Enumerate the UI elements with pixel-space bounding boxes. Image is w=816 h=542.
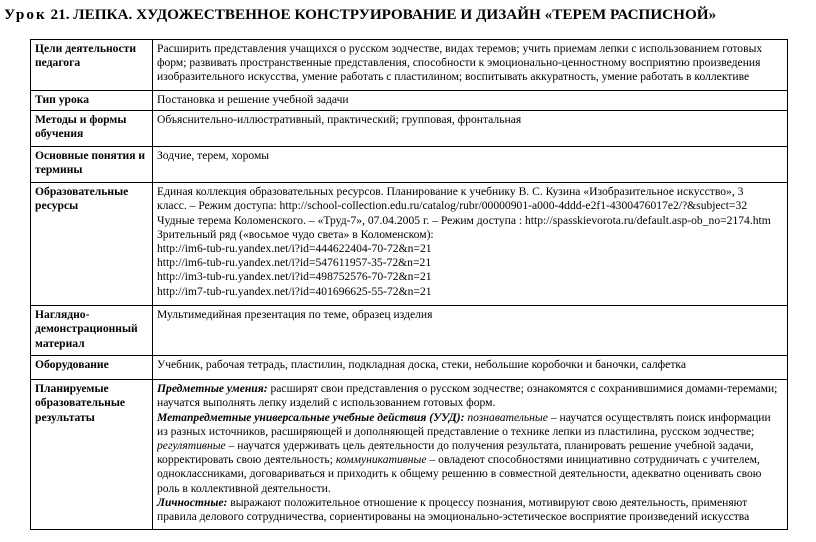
lesson-title: 21. ЛЕПКА. ХУДОЖЕСТВЕННОЕ КОНСТРУИРОВАНИЕ И ДИЗАЙН «ТЕРЕМ РАСПИСНОЙ» [50,6,717,23]
resource-link: http://im6-tub-ru.yandex.net/i?id=547611957-35-72&n=21 [157,256,432,270]
resource-link: http://im7-tub-ru.yandex.net/i?id=401696625-55-72&n=21 [157,284,432,298]
row-concepts [31,147,788,183]
personal-text: выражают положительное отношение к процессу познания, мотивируют свою деятельность, применяют правила делового сотрудничества, сориентированы на эмоционально-эстетическое восприятие произведений искусства [157,495,750,524]
visual-material-text: Мультимедийная презентация по теме, образец изделия [153,306,788,356]
resource-line: Зрительный ряд («восьмое чудо света» в Коломенском): [157,227,434,241]
cognitive-label: познавательные [467,410,548,424]
resource-line: класс. – Режим доступа: http://school-collection.edu.ru/catalog/rubr/00000901-a000-4ddd-e2f1-4300476017e2/?&subject=32 [157,199,748,213]
methods-text: Объяснительно-иллюстративный, практический; групповая, фронтальная [153,111,788,147]
lesson-plan-table [30,39,788,530]
communicative-label: коммуникативные [335,453,427,467]
results-label: Планируемые образовательные результаты [31,380,153,530]
communicative-text: – овладеют способностями инициативно сотрудничать с учителем, одноклассниками, договариваться и приходить к общему решению в совместной деятельности, адекватно оценивать свою роль в коллективной деятельности. [157,453,762,495]
resource-line: Чудные терема Коломенского. – «Труд-7», 07.04.2005 г. – Режим доступа : http://spasskievorota.ru/default.asp-ob_no=2174.htm [157,213,771,227]
goals-label: Цели деятельности педагога [31,40,153,91]
resource-link: http://im3-tub-ru.yandex.net/i?id=498752576-70-72&n=21 [157,270,432,284]
row-methods [31,111,788,147]
row-goals [31,40,788,91]
resources-label: Образовательные ресурсы [31,183,153,306]
personal-label: Личностные: [157,495,228,509]
row-resources [31,183,788,306]
page-title [4,6,812,24]
subject-skills-label: Предметные умения: [157,382,268,396]
meta-uud-label: Метапредметные универсальные учебные действия (УУД): [157,410,465,424]
row-lesson-type [31,91,788,111]
results-text [153,380,788,530]
subject-skills-text: расширят свои представления о русском зодчестве; ознакомятся с сохранившимися домами-теремами; научатся выполнять лепку изделий с использованием готовых форм. [157,382,778,410]
resource-line: Единая коллекция образовательных ресурсов. Планирование к учебнику В. С. Кузина «Изобразительное искусство», 3 [157,185,744,199]
cognitive-text: – научатся осуществлять поиск информации из разных источников, расширяющей и дополняющей представление о технике лепки из пластилина, русском зодчестве; [157,410,771,438]
regulatory-text: – научатся удерживать цель деятельности до получения результата, планировать решение учебной задачи, корректировать свою деятельность; [157,439,754,467]
methods-label: Методы и формы обучения [31,111,153,147]
lesson-word: Урок [4,6,47,23]
visual-material-label: Наглядно-демонстрационный материал [31,306,153,356]
row-results [31,380,788,530]
concepts-label: Основные понятия и термины [31,147,153,183]
row-equipment [31,356,788,380]
row-visual-material [31,306,788,356]
equipment-label: Оборудование [31,356,153,380]
lesson-type-label: Тип урока [31,91,153,111]
resource-link: http://im6-tub-ru.yandex.net/i?id=444622404-70-72&n=21 [157,242,432,256]
equipment-text: Учебник, рабочая тетрадь, пластилин, подкладная доска, стеки, небольшие коробочки и баночки, салфетка [153,356,788,380]
regulatory-label: регулятивные [157,439,226,453]
lesson-type-text: Постановка и решение учебной задачи [153,91,788,111]
goals-text: Расширить представления учащихся о русском зодчестве, видах теремов; учить приемам лепки с использованием готовых форм; развивать пространственные представления, способности к эмоционально-ценностному восприятию произведения изобразительного искусства, умение работать с пластилином; воспитывать аккуратность, умение работать в коллективе [153,40,788,91]
resources-text [153,183,788,306]
concepts-text: Зодчие, терем, хоромы [153,147,788,183]
